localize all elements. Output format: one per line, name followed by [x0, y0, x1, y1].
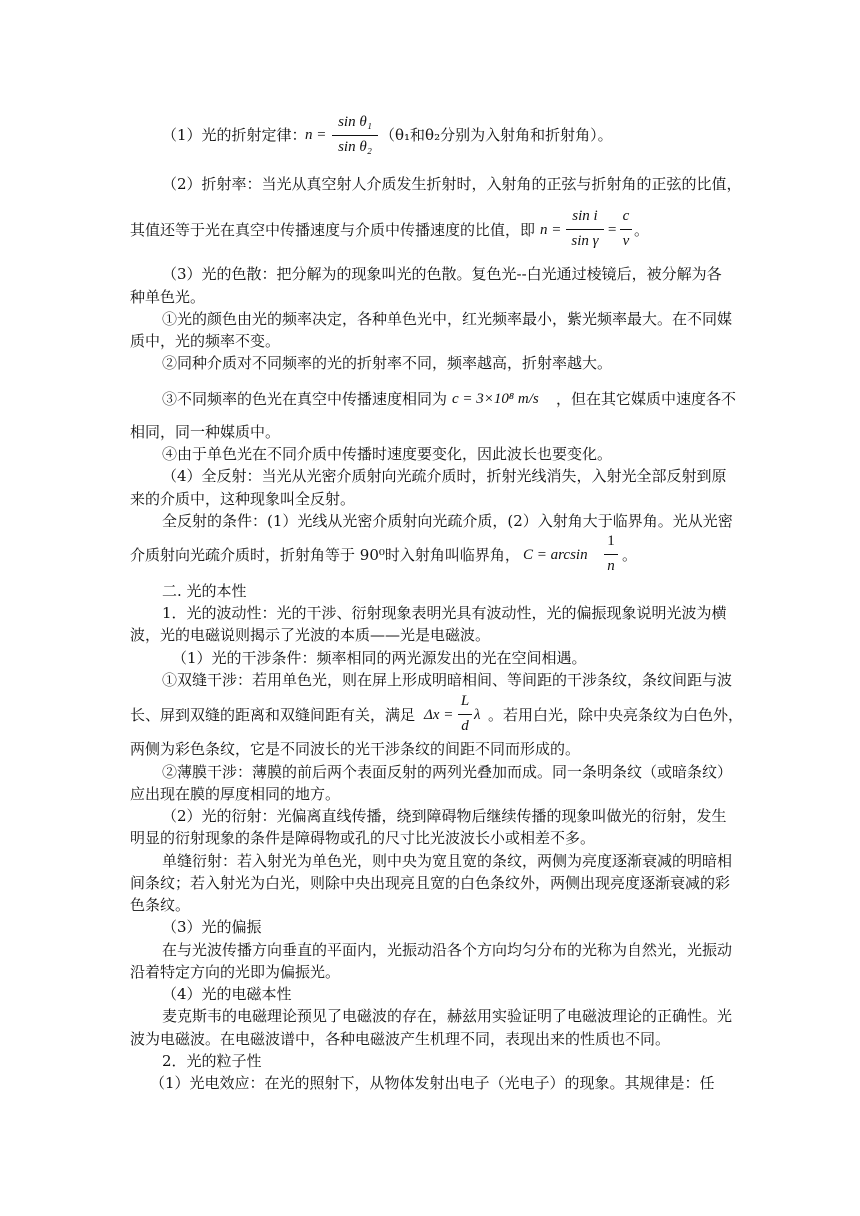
fringe-fraction: [458, 693, 472, 739]
text-span: （4）全反射：当光从光密介质射向光疏介质时，折射光线消失，入射光全部反射到原: [162, 467, 727, 485]
fraction-numerator: sin i: [572, 208, 598, 224]
text-span: （1）光的折射定律：: [162, 126, 307, 144]
text-span: 色条纹。: [130, 896, 191, 914]
text-span: （2）光的衍射：光偏离直线传播，绕到障碍物后继续传播的现象叫做光的衍射，发生: [162, 807, 727, 825]
text-span: （2）折射率：当光从真空射人介质发生折射时，入射角的正弦与折射角的正弦的比值，: [162, 175, 742, 193]
formula-lhs: n =: [305, 127, 327, 143]
fraction-numerator: sin θ₁: [338, 114, 372, 130]
formula-equals: =: [607, 222, 618, 238]
text-span: 波，光的电磁说则揭示了光波的本质——光是电磁波。: [130, 626, 491, 644]
text-span: 应出现在膜的厚度相同的地方。: [130, 785, 341, 803]
text-span: 种单色光。: [130, 288, 206, 306]
text-span: 。: [622, 546, 638, 564]
text-span: （1）光电效应：在光的照射下，从物体发射出电子（光电子）的现象。其规律是：任: [150, 1074, 715, 1092]
text-span: 麦克斯韦的电磁理论预见了电磁波的存在，赫兹用实验证明了电磁波理论的正确性。光: [162, 1007, 733, 1025]
text-span: 明显的衍射现象的条件是障碍物或孔的尺寸比光波波长小或相差不多。: [130, 829, 596, 847]
text-span: 。: [634, 221, 650, 239]
text-span: 2．光的粒子性: [162, 1052, 262, 1070]
light-speed-formula: c = 3×10⁸ m/s: [452, 391, 539, 407]
text-span: 质中，光的频率不变。: [130, 332, 281, 350]
text-span: （4）光的电磁本性: [162, 985, 292, 1003]
text-span: （3）光的色散：把分解为的现象叫光的色散。复色光--白光通过棱镜后，被分解为各: [162, 265, 722, 283]
fraction-denominator: d: [461, 718, 469, 734]
text-span: ③不同频率的色光在真空中传播速度相同为: [162, 390, 448, 408]
fraction-denominator: sin θ₂: [338, 139, 372, 155]
fraction-denominator: sin γ: [571, 233, 599, 249]
fringe-formula-lambda: λ: [474, 707, 481, 723]
text-span: 来的介质中，这种现象叫全反射。: [130, 490, 356, 508]
text-span: 介质射向光疏介质时，折射角等于 90⁰时入射角叫临界角，: [130, 546, 520, 564]
text-span: ，但在其它媒质中速度各不: [556, 390, 737, 408]
text-span: （1）光的干涉条件：频率相同的两光源发出的光在空间相遇。: [172, 649, 587, 667]
text-span: 。若用白光，除中央亮条纹为白色外，: [488, 706, 744, 724]
text-span: 间条纹；若入射光为白光，则除中央出现亮且宽的白色条纹外，两侧出现亮度逐渐衰减的彩: [130, 874, 731, 892]
text-span: （3）光的偏振: [162, 918, 262, 936]
text-span: 其值还等于光在真空中传播速度与介质中传播速度的比值，即: [130, 221, 536, 239]
text-span: 二. 光的本性: [162, 582, 247, 600]
fraction-bar: [604, 554, 618, 555]
fringe-formula-lhs: Δx =: [424, 707, 454, 723]
fraction-numerator: c: [622, 208, 630, 224]
refraction-fraction: [332, 114, 378, 160]
text-span: ④由于单色光在不同介质中传播时速度要变化，因此波长也要变化。: [162, 445, 613, 463]
text-span: 单缝衍射：若入射光为单色光，则中央为宽且宽的条纹，两侧为亮度逐渐衰减的明暗相: [162, 852, 733, 870]
critical-angle-fraction: [604, 533, 618, 579]
index-fraction-speed: [620, 208, 632, 254]
text-span: ①光的颜色由光的频率决定，各种单色光中，红光频率最小，紫光频率最大。在不同媒: [162, 310, 733, 328]
text-span: ②薄膜干涉：薄膜的前后两个表面反射的两列光叠加而成。同一条明条纹（或暗条纹）: [162, 763, 733, 781]
text-span: 全反射的条件：(1）光线从光密介质射向光疏介质，(2）入射角大于临界角。光从光密: [162, 512, 733, 530]
index-fraction-sin: [566, 208, 604, 254]
text-span: 沿着特定方向的光即为偏振光。: [130, 963, 341, 981]
text-span: 长、屏到双缝的距离和双缝间距有关，满足: [130, 706, 416, 724]
text-span: 在与光波传播方向垂直的平面内，光振动沿各个方向均匀分布的光称为自然光，光振动: [162, 941, 733, 959]
formula-lhs: n =: [540, 222, 562, 238]
fraction-numerator: 1: [607, 533, 615, 549]
text-span: 1．光的波动性：光的干涉、衍射现象表明光具有波动性，光的偏振现象说明光波为横: [162, 604, 727, 622]
text-span: ①双缝干涉：若用单色光，则在屏上形成明暗相间、等间距的干涉条纹，条纹间距与波: [162, 671, 733, 689]
fraction-bar: [332, 135, 378, 136]
text-span: 两侧为彩色条纹，它是不同波长的光干涉条纹的间距不同而形成的。: [130, 740, 581, 758]
fraction-numerator: L: [460, 693, 470, 709]
fraction-bar: [458, 714, 472, 715]
fraction-bar: [620, 229, 632, 230]
fraction-denominator: v: [622, 233, 630, 249]
fraction-bar: [566, 229, 604, 230]
fraction-denominator: n: [607, 558, 615, 574]
text-span: ②同种介质对不同频率的光的折射率不同，频率越高，折射率越大。: [162, 354, 613, 372]
text-span: （θ₁和θ₂分别为入射角和折射角）。: [380, 126, 613, 144]
text-span: 波为电磁波。在电磁波谱中，各种电磁波产生机理不同，表现出来的性质也不同。: [130, 1030, 671, 1048]
text-span: 相同，同一种媒质中。: [130, 423, 281, 441]
critical-angle-formula: C = arcsin: [523, 547, 588, 563]
